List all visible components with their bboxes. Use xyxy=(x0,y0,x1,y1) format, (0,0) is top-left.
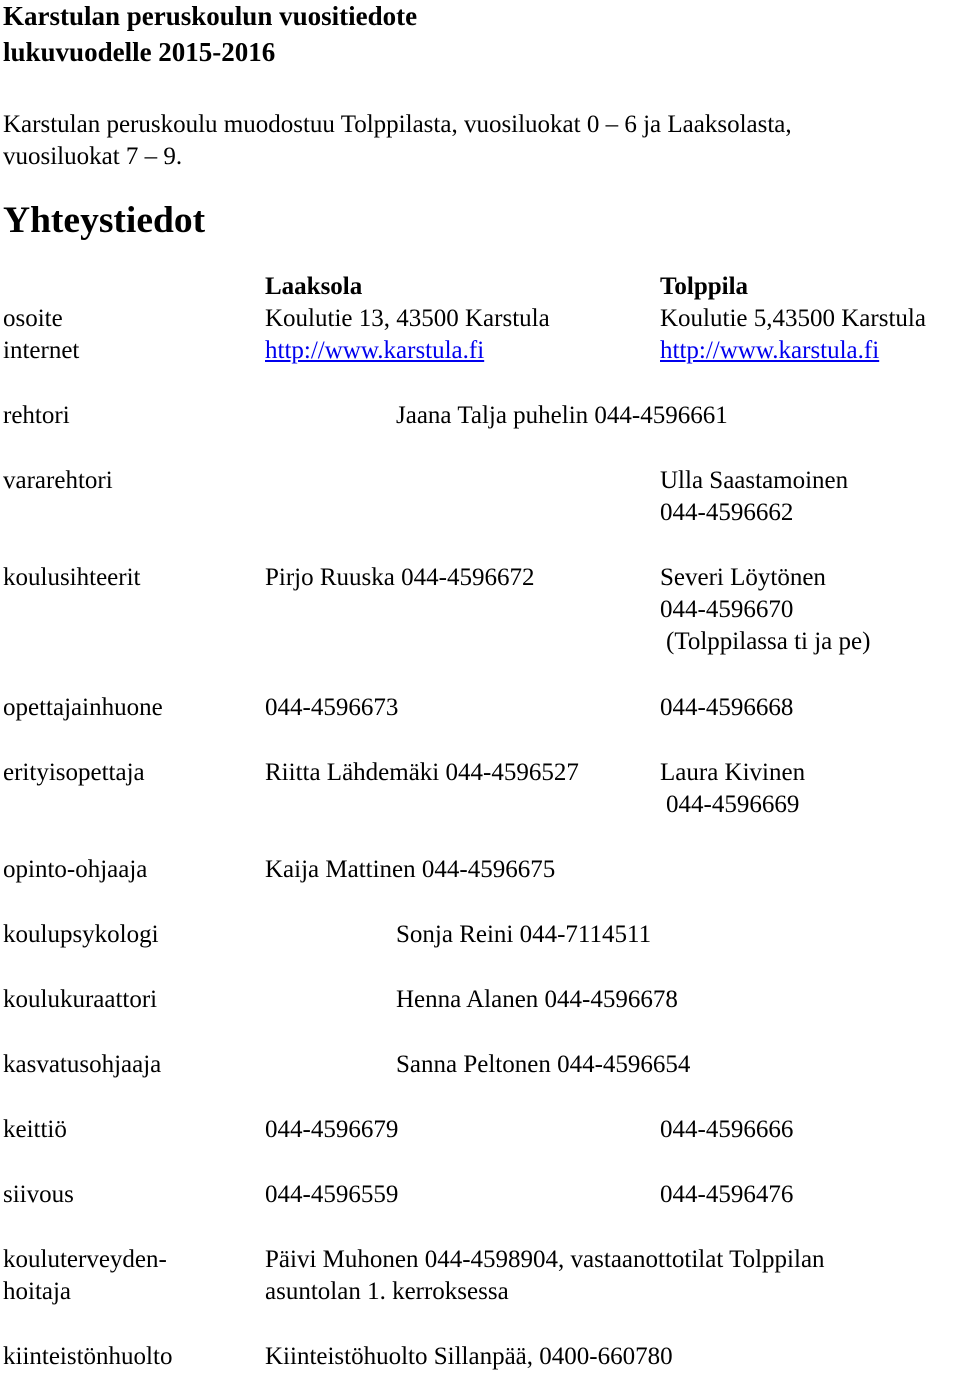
internet-link-laaksola[interactable]: http://www.karstula.fi xyxy=(265,337,485,364)
keittio-label: keittiö xyxy=(3,1116,67,1143)
document-title-line-2: lukuvuodelle 2015-2016 xyxy=(3,37,276,67)
koulupsykologi-value: Sonja Reini 044-7114511 xyxy=(396,921,652,948)
siivous-tolppila: 044-4596476 xyxy=(660,1181,794,1208)
rehtori-label: rehtori xyxy=(3,402,70,429)
kasvatusohjaaja-value: Sanna Peltonen 044-4596654 xyxy=(396,1051,691,1078)
address-tolppila: Koulutie 5,43500 Karstula xyxy=(660,305,926,332)
erityisopettaja-label: erityisopettaja xyxy=(3,759,145,786)
kouluterveydenhoitaja-label-line-1: kouluterveyden- xyxy=(3,1246,167,1273)
internet-link-tolppila[interactable]: http://www.karstula.fi xyxy=(660,337,880,364)
opinto-ohjaaja-value: Kaija Mattinen 044-4596675 xyxy=(265,856,556,883)
address-label: osoite xyxy=(3,305,63,332)
keittio-tolppila: 044-4596666 xyxy=(660,1116,794,1143)
koulusihteeri-tolppila-phone: 044-4596670 xyxy=(660,596,794,623)
kouluterveydenhoitaja-label-line-2: hoitaja xyxy=(3,1278,72,1305)
opettajainhuone-tolppila: 044-4596668 xyxy=(660,694,794,721)
column-header-tolppila: Tolppila xyxy=(660,273,749,300)
opettajainhuone-label: opettajainhuone xyxy=(3,694,163,721)
erityisopettaja-tolppila-name: Laura Kivinen xyxy=(660,759,806,786)
koulusihteerit-label: koulusihteerit xyxy=(3,564,141,591)
koulukuraattori-value: Henna Alanen 044-4596678 xyxy=(396,986,678,1013)
opinto-ohjaaja-label: opinto-ohjaaja xyxy=(3,856,148,883)
siivous-laaksola: 044-4596559 xyxy=(265,1181,399,1208)
intro-text-line-1: Karstulan peruskoulu muodostuu Tolppilasta, vuosiluokat 0 – 6 ja Laaksolasta, xyxy=(3,111,792,138)
koulukuraattori-label: koulukuraattori xyxy=(3,986,158,1013)
kouluterveydenhoitaja-value-line-2: asuntolan 1. kerroksessa xyxy=(265,1278,509,1305)
column-header-laaksola: Laaksola xyxy=(265,273,363,300)
intro-text-line-2: vuosiluokat 7 – 9. xyxy=(3,143,183,170)
erityisopettaja-tolppila-phone: 044-4596669 xyxy=(666,791,800,818)
koulusihteeri-tolppila-note: (Tolppilassa ti ja pe) xyxy=(666,628,871,655)
koulusihteeri-tolppila-name: Severi Löytönen xyxy=(660,564,826,591)
internet-label: internet xyxy=(3,337,80,364)
vararehtori-phone: 044-4596662 xyxy=(660,499,794,526)
kasvatusohjaaja-label: kasvatusohjaaja xyxy=(3,1051,162,1078)
document-title-line-1: Karstulan peruskoulun vuositiedote xyxy=(3,1,418,31)
vararehtori-name: Ulla Saastamoinen xyxy=(660,467,849,494)
kouluterveydenhoitaja-value-line-1: Päivi Muhonen 044-4598904, vastaanottotilat Tolppilan xyxy=(265,1246,825,1273)
keittio-laaksola: 044-4596679 xyxy=(265,1116,399,1143)
rehtori-value: Jaana Talja puhelin 044-4596661 xyxy=(396,402,728,429)
kiinteistonhuolto-value: Kiinteistöhuolto Sillanpää, 0400-660780 xyxy=(265,1343,673,1370)
vararehtori-label: vararehtori xyxy=(3,467,113,494)
koulusihteeri-laaksola: Pirjo Ruuska 044-4596672 xyxy=(265,564,535,591)
erityisopettaja-laaksola: Riitta Lähdemäki 044-4596527 xyxy=(265,759,579,786)
contacts-heading: Yhteystiedot xyxy=(3,200,206,241)
address-laaksola: Koulutie 13, 43500 Karstula xyxy=(265,305,550,332)
kiinteistonhuolto-label: kiinteistönhuolto xyxy=(3,1343,173,1370)
opettajainhuone-laaksola: 044-4596673 xyxy=(265,694,399,721)
koulupsykologi-label: koulupsykologi xyxy=(3,921,159,948)
siivous-label: siivous xyxy=(3,1181,74,1208)
